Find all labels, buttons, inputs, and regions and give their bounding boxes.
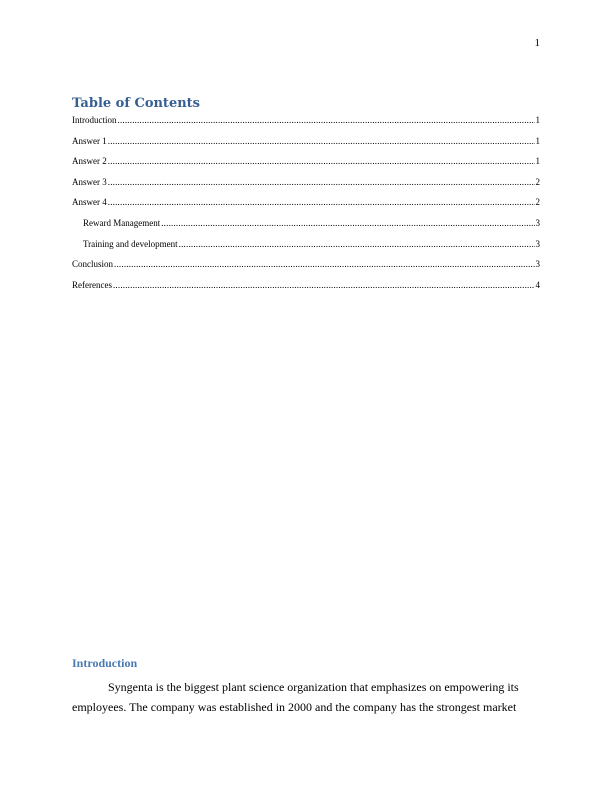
toc-entry-answer-1[interactable] — [72, 135, 540, 156]
toc-entry-page: 1 — [535, 156, 540, 167]
toc-entry-page: 1 — [535, 115, 540, 125]
toc-entry-label: Answer 3 — [72, 176, 107, 187]
toc-entry-answer-2[interactable] — [72, 155, 540, 176]
toc-leader-dots — [108, 155, 535, 167]
toc-title: Table of Contents — [72, 96, 200, 111]
toc-leader-dots — [108, 176, 535, 188]
toc-entry-label: Answer 2 — [72, 156, 107, 167]
toc-entry-introduction[interactable] — [72, 114, 540, 135]
toc-entry-label: Introduction — [72, 115, 117, 125]
introduction-heading: Introduction — [72, 656, 138, 670]
introduction-paragraph — [72, 677, 540, 717]
toc-entry-answer-4[interactable] — [72, 196, 540, 217]
toc-leader-dots — [118, 114, 535, 126]
toc-entry-label: Answer 4 — [72, 197, 107, 208]
toc-leader-dots — [179, 238, 535, 250]
toc-leader-dots — [113, 279, 535, 291]
toc-entry-answer-3[interactable] — [72, 176, 540, 197]
toc-entry-label: References — [72, 279, 112, 290]
toc-entry-references[interactable] — [72, 279, 540, 300]
paragraph-line: Syngenta is the biggest plant science organization that emphasizes on empowering its — [108, 680, 519, 694]
toc-entry-label: Training and development — [83, 238, 178, 249]
toc-leader-dots — [108, 196, 535, 208]
toc-entry-reward-management[interactable] — [72, 217, 540, 238]
toc-entry-label: Conclusion — [72, 259, 114, 270]
toc-entry-page: 3 — [535, 259, 540, 270]
toc-leader-dots — [108, 135, 535, 147]
toc-entry-page: 3 — [535, 217, 540, 228]
toc-entry-label: Reward Management — [83, 217, 161, 228]
toc-entry-page: 3 — [535, 238, 540, 249]
toc-entry-conclusion[interactable] — [72, 258, 540, 279]
table-of-contents — [72, 114, 540, 299]
paragraph-line: employees. The company was established in 2000 and the company has the strongest market — [72, 700, 517, 714]
toc-entry-page: 2 — [535, 176, 540, 187]
toc-entry-page: 1 — [535, 135, 540, 146]
toc-entry-page: 4 — [535, 279, 540, 290]
page-number: 1 — [534, 37, 540, 49]
toc-entry-page: 2 — [535, 197, 540, 208]
toc-entry-label: Answer 1 — [72, 135, 107, 146]
toc-leader-dots — [161, 217, 534, 229]
toc-leader-dots — [114, 258, 534, 270]
toc-entry-training-and-development[interactable] — [72, 238, 540, 259]
